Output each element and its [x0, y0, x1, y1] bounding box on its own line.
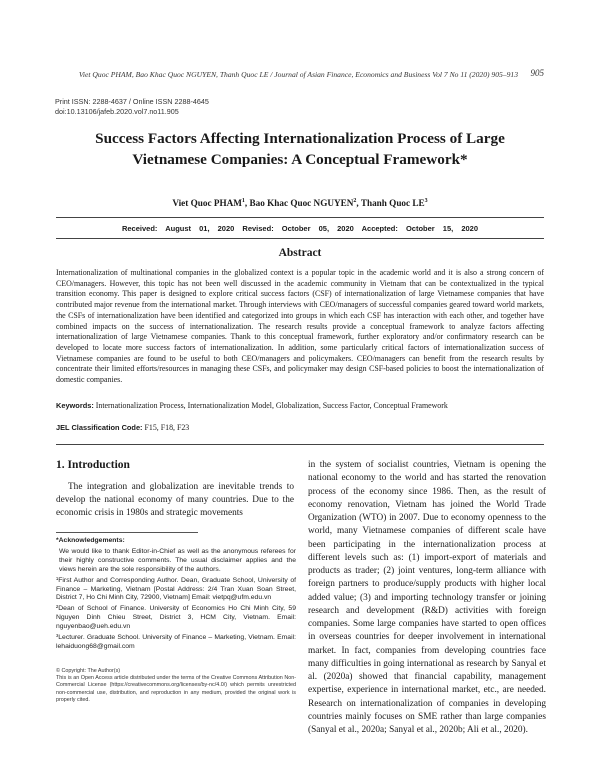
abstract-body: Internationalization of multinational companies in the globalized context is a popular topic in the academic world and it is also a strong concern of CEO/managers. However, this topic has not been well discussed in the academic community in Vietnam that can be contextualized in the typical transition economy. This paper is designed to explore critical success factors (CSF) of internationalization of large Vietnamese companies that have contributed major revenue from the international market. Through interviews with CEO/managers of successful companies geared toward world markets, the CSFs of internationalization have been identified and categorized into groups in which each CSF has interaction with each other, and together have combined impacts on the success of internationalization. The research results provide a conceptual framework to analyze factors affecting internationalization of large Vietnamese companies. Thank to this conceptual framework, further exploratory and/or confirmatory research can be developed to locate more success factors of internationalization. In addition, some particularly critical factors of internationalization success of Vietnamese companies are found to be useful to both CEO/managers and policymakers. CEO/managers can benefit from the research results by concentrate their limited efforts/resources in managing these CSFs, and policymaker may design CSF-based policies to boost the internationalization of domestic companies. — [56, 268, 544, 385]
doi-line[interactable]: doi:10.13106/jafeb.2020.vol7.no11.905 — [55, 107, 179, 116]
section-heading-introduction: 1. Introduction — [56, 459, 130, 471]
copyright-line: © Copyright: The Author(s) — [56, 668, 121, 674]
footnote-3: ³Lecturer. Graduate School. University of Finance – Marketing, Vietnam. Email: lehaiduong68@gmail.com — [56, 634, 296, 650]
footnote-2: ²Dean of School of Finance. University of Economics Ho Chi Minh City, 59 Nguyen Dinh Chieu Street, District 3, HCM City, Vietnam. Email: nguyenbao@ueh.edu.vn — [56, 605, 296, 631]
rule-top-1 — [56, 217, 544, 218]
rule-bottom — [56, 444, 544, 445]
paper-title — [60, 128, 540, 170]
keywords-text: Internationalization Process, Internationalization Model, Globalization, Success Factor, Conceptual Framework — [95, 401, 448, 410]
jel-codes: F15, F18, F23 — [144, 423, 190, 432]
ack-label: *Acknowledgements: — [56, 537, 125, 544]
issn-line: Print ISSN: 2288-4637 / Online ISSN 2288-4645 — [55, 97, 209, 106]
title-line-1: Success Factors Affecting Internationalization Process of Large — [95, 130, 505, 147]
intro-right-column: in the system of socialist countries, Vietnam is opening the national economy to the world and has started the renovation process of the economy since 1986. Then, as the result of economy renovation, Vietnam has joined the World Trade Organization (WTO) in 2007. Due to economy openness to the world, many Vietnamese companies of different scale have been participating in the internationalization process at different levels such as: (1) import-export of materials and products as trader; (2) joint ventures, long-term alliance with foreign partners to produce/supply products with higher local added value; (3) and importing technology transfer or joining research and development (R&D) activities with foreign companies. Some large companies have started to open offices in overseas countries for deeper involvement in international market. In fact, companies from developing countries face many difficulties in going international as research by Sanyal et al. (2020a) showed that financial capability, management expertise, experience in international market, etc., are needed. Research on internationalization of companies in developing countries mainly focuses on SME rather than large companies (Sanyal et al., 2020a; Sanyal et al., 2020b; Ali et al., 2020). — [308, 460, 546, 735]
accepted-date: Accepted: October 15, 2020 — [361, 224, 479, 233]
abstract-heading: Abstract — [278, 247, 322, 259]
jel-label: JEL Classification Code: — [56, 423, 143, 432]
footnotes — [56, 537, 296, 654]
rule-top-2 — [56, 238, 544, 239]
copyright-block — [56, 668, 296, 704]
footnote-divider — [56, 532, 198, 533]
received-date: Received: August 01, 2020 — [121, 224, 235, 233]
issn-block — [55, 97, 209, 117]
running-header: Viet Quoc PHAM, Bao Khac Quoc NGUYEN, Thanh Quoc LE / Journal of Asian Finance, Economics and Business Vol 7 No 11 (2020) 905–913 — [78, 70, 518, 79]
author-1: Viet Quoc PHAM — [172, 198, 242, 209]
author-3: Thanh Quoc LE — [360, 198, 425, 209]
author-2-affil: 2 — [353, 198, 357, 204]
author-3-affil: 3 — [424, 198, 428, 204]
ack-text: We would like to thank Editor-in-Chief as well as the anonymous referees for their highly constructive comments. The usual disclaimer applies and the views herein are the sole responsibility of the authors. — [59, 547, 296, 573]
page-number: 905 — [530, 68, 544, 78]
author-list: Viet Quoc PHAM$^1$, Bao Khac Quoc NGUYEN$^2$, Thanh Quoc $LE^3$ — [172, 198, 428, 209]
revised-date: Revised: October 05, 2020 — [242, 224, 354, 233]
jel-line — [56, 423, 544, 432]
keywords-label: Keywords: — [56, 401, 94, 410]
title-line-2: Vietnamese Companies: A Conceptual Framework* — [132, 151, 468, 168]
author-1-affil: 1 — [241, 198, 245, 204]
license-text: This is an Open Access article distributed under the terms of the Creative Commons Attribution Non-Commercial License (https://creativecommons.org/licenses/by-nc/4.0/) which permits unrestricted non-commercial use, distribution, and reproduction in any medium, provided the original work is properly cited. — [56, 675, 296, 703]
footnote-1: ¹First Author and Corresponding Author. Dean, Graduate School, University of Finance – Marketing, Vietnam [Postal Address: 2/4 Tran Xuan Soan Street, District 7, Ho Chi Minh City, 72900, Vietnam] Email: vietpq@ufm.edu.vn — [56, 576, 296, 602]
intro-left-column: The integration and globalization are inevitable trends to develop the national economy of many countries. Due to the economic crisis in 1980s and strategic movements — [56, 482, 294, 518]
keywords-line — [56, 401, 544, 410]
author-2: Bao Khac Quoc NGUYEN — [249, 198, 354, 209]
submission-dates — [60, 224, 540, 233]
